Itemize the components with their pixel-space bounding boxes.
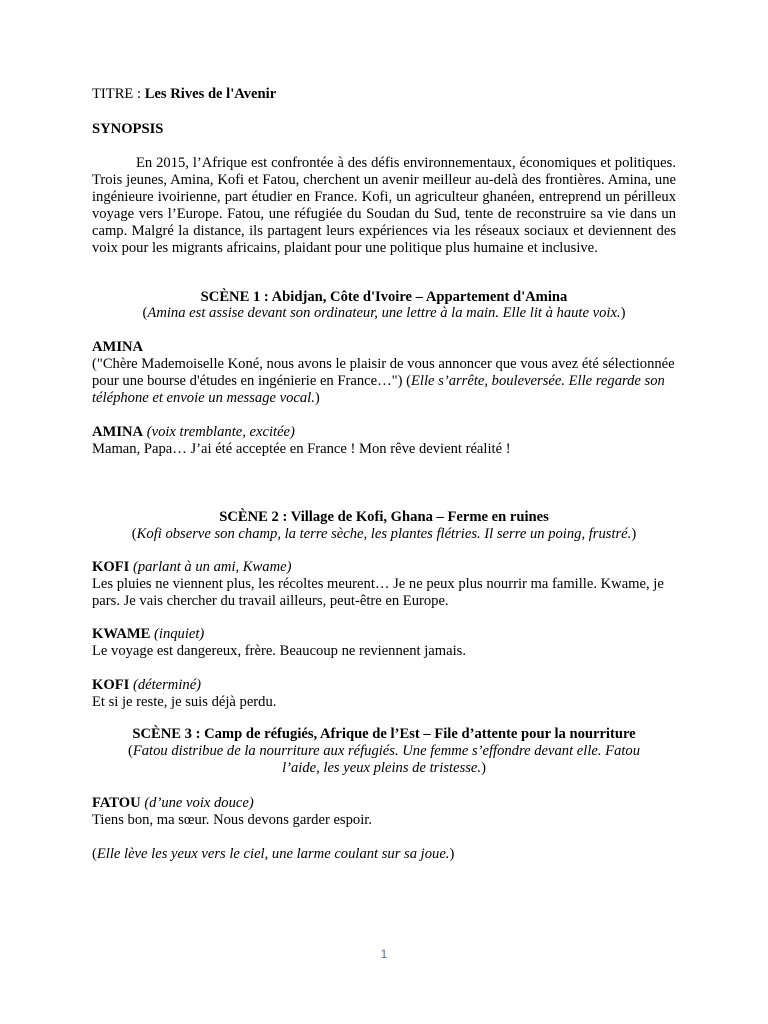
scene3-dialogue-1 — [92, 795, 676, 829]
scene2-direction: (Kofi observe son champ, la terre sèche, les plantes flétries. Il serre un poing, frustré.) — [131, 526, 637, 542]
scene1-dialogue-2 — [92, 424, 676, 458]
dialogue-text: Maman, Papa… J’ai été acceptée en France ! Mon rêve devient réalité ! — [92, 441, 511, 457]
scene2-heading: SCÈNE 2 : Village de Kofi, Ghana – Ferme en ruines — [219, 509, 549, 525]
scene2-dialogue-2 — [92, 626, 676, 660]
scene2-dialogue-1 — [92, 559, 676, 610]
character-line: KOFI (parlant à un ami, Kwame) — [92, 559, 292, 575]
character-name: AMINA — [92, 339, 144, 355]
scene1-direction: (Amina est assise devant son ordinateur, une lettre à la main. Elle lit à haute voix.) — [142, 305, 626, 321]
dialogue-text: Tiens bon, ma sœur. Nous devons garder espoir. — [92, 812, 372, 828]
scene2-dialogue-3 — [92, 677, 676, 711]
character-line: KOFI (déterminé) — [92, 677, 202, 693]
document-title — [92, 86, 676, 103]
synopsis-text: En 2015, l’Afrique est confrontée à des défis environnementaux, économiques et politiques. Trois jeunes, Amina, Kofi et Fatou, cherchent un avenir meilleur au-delà des frontières. Amina, une ingénieure ivoirienne, part étudier en France. Kofi, un agriculteur ghanéen, entreprend un périlleux voyage vers l’Europe. Fatou, une réfugiée du Soudan du Sud, tente de reconstruire sa vie dans un camp. Malgré la distance, ils partagent leurs expériences via les réseaux sociaux et deviennent des voix pour les migrants africains, plaidant pour une politique plus humaine et inclusive. — [92, 155, 676, 256]
dialogue-text: Et si je reste, je suis déjà perdu. — [92, 694, 277, 710]
character-line: FATOU (d’une voix douce) — [92, 795, 254, 811]
synopsis-heading: SYNOPSIS — [92, 121, 164, 137]
scene3-heading: SCÈNE 3 : Camp de réfugiés, Afrique de l’Est – File d’attente pour la nourriture — [132, 726, 636, 742]
dialogue-text: Le voyage est dangereux, frère. Beaucoup ne reviennent jamais. — [92, 643, 467, 659]
dialogue-text: ("Chère Mademoiselle Koné, nous avons le plaisir de vous annoncer que vous avez été sélectionnée pour une bourse d'études en ingénierie en France…") (Elle s’arrête, bouleversée. Elle regarde son téléphone et envoie un message vocal.) — [92, 356, 675, 406]
title-value: Les Rives de l'Avenir — [144, 86, 277, 102]
scene3-direction: (Fatou distribue de la nourriture aux réfugiés. Une femme s’effondre devant elle. Fatou l’aide, les yeux pleins de tristesse.) — [127, 743, 641, 776]
dialogue-text: Les pluies ne viennent plus, les récoltes meurent… Je ne peux plus nourrir ma famille. Kwame, je pars. Je vais chercher du travail ailleurs, peut-être en Europe. — [92, 576, 664, 609]
scene3-closing-direction: (Elle lève les yeux vers le ciel, une larme coulant sur sa joue.) — [92, 846, 455, 862]
character-line: AMINA (voix tremblante, excitée) — [92, 424, 295, 440]
scene1-heading: SCÈNE 1 : Abidjan, Côte d'Ivoire – Appartement d'Amina — [200, 289, 568, 305]
page-number: 1 — [380, 947, 388, 961]
title-label: TITRE : — [92, 86, 145, 102]
scene1-dialogue-1 — [92, 339, 676, 407]
character-line: KWAME (inquiet) — [92, 626, 205, 642]
